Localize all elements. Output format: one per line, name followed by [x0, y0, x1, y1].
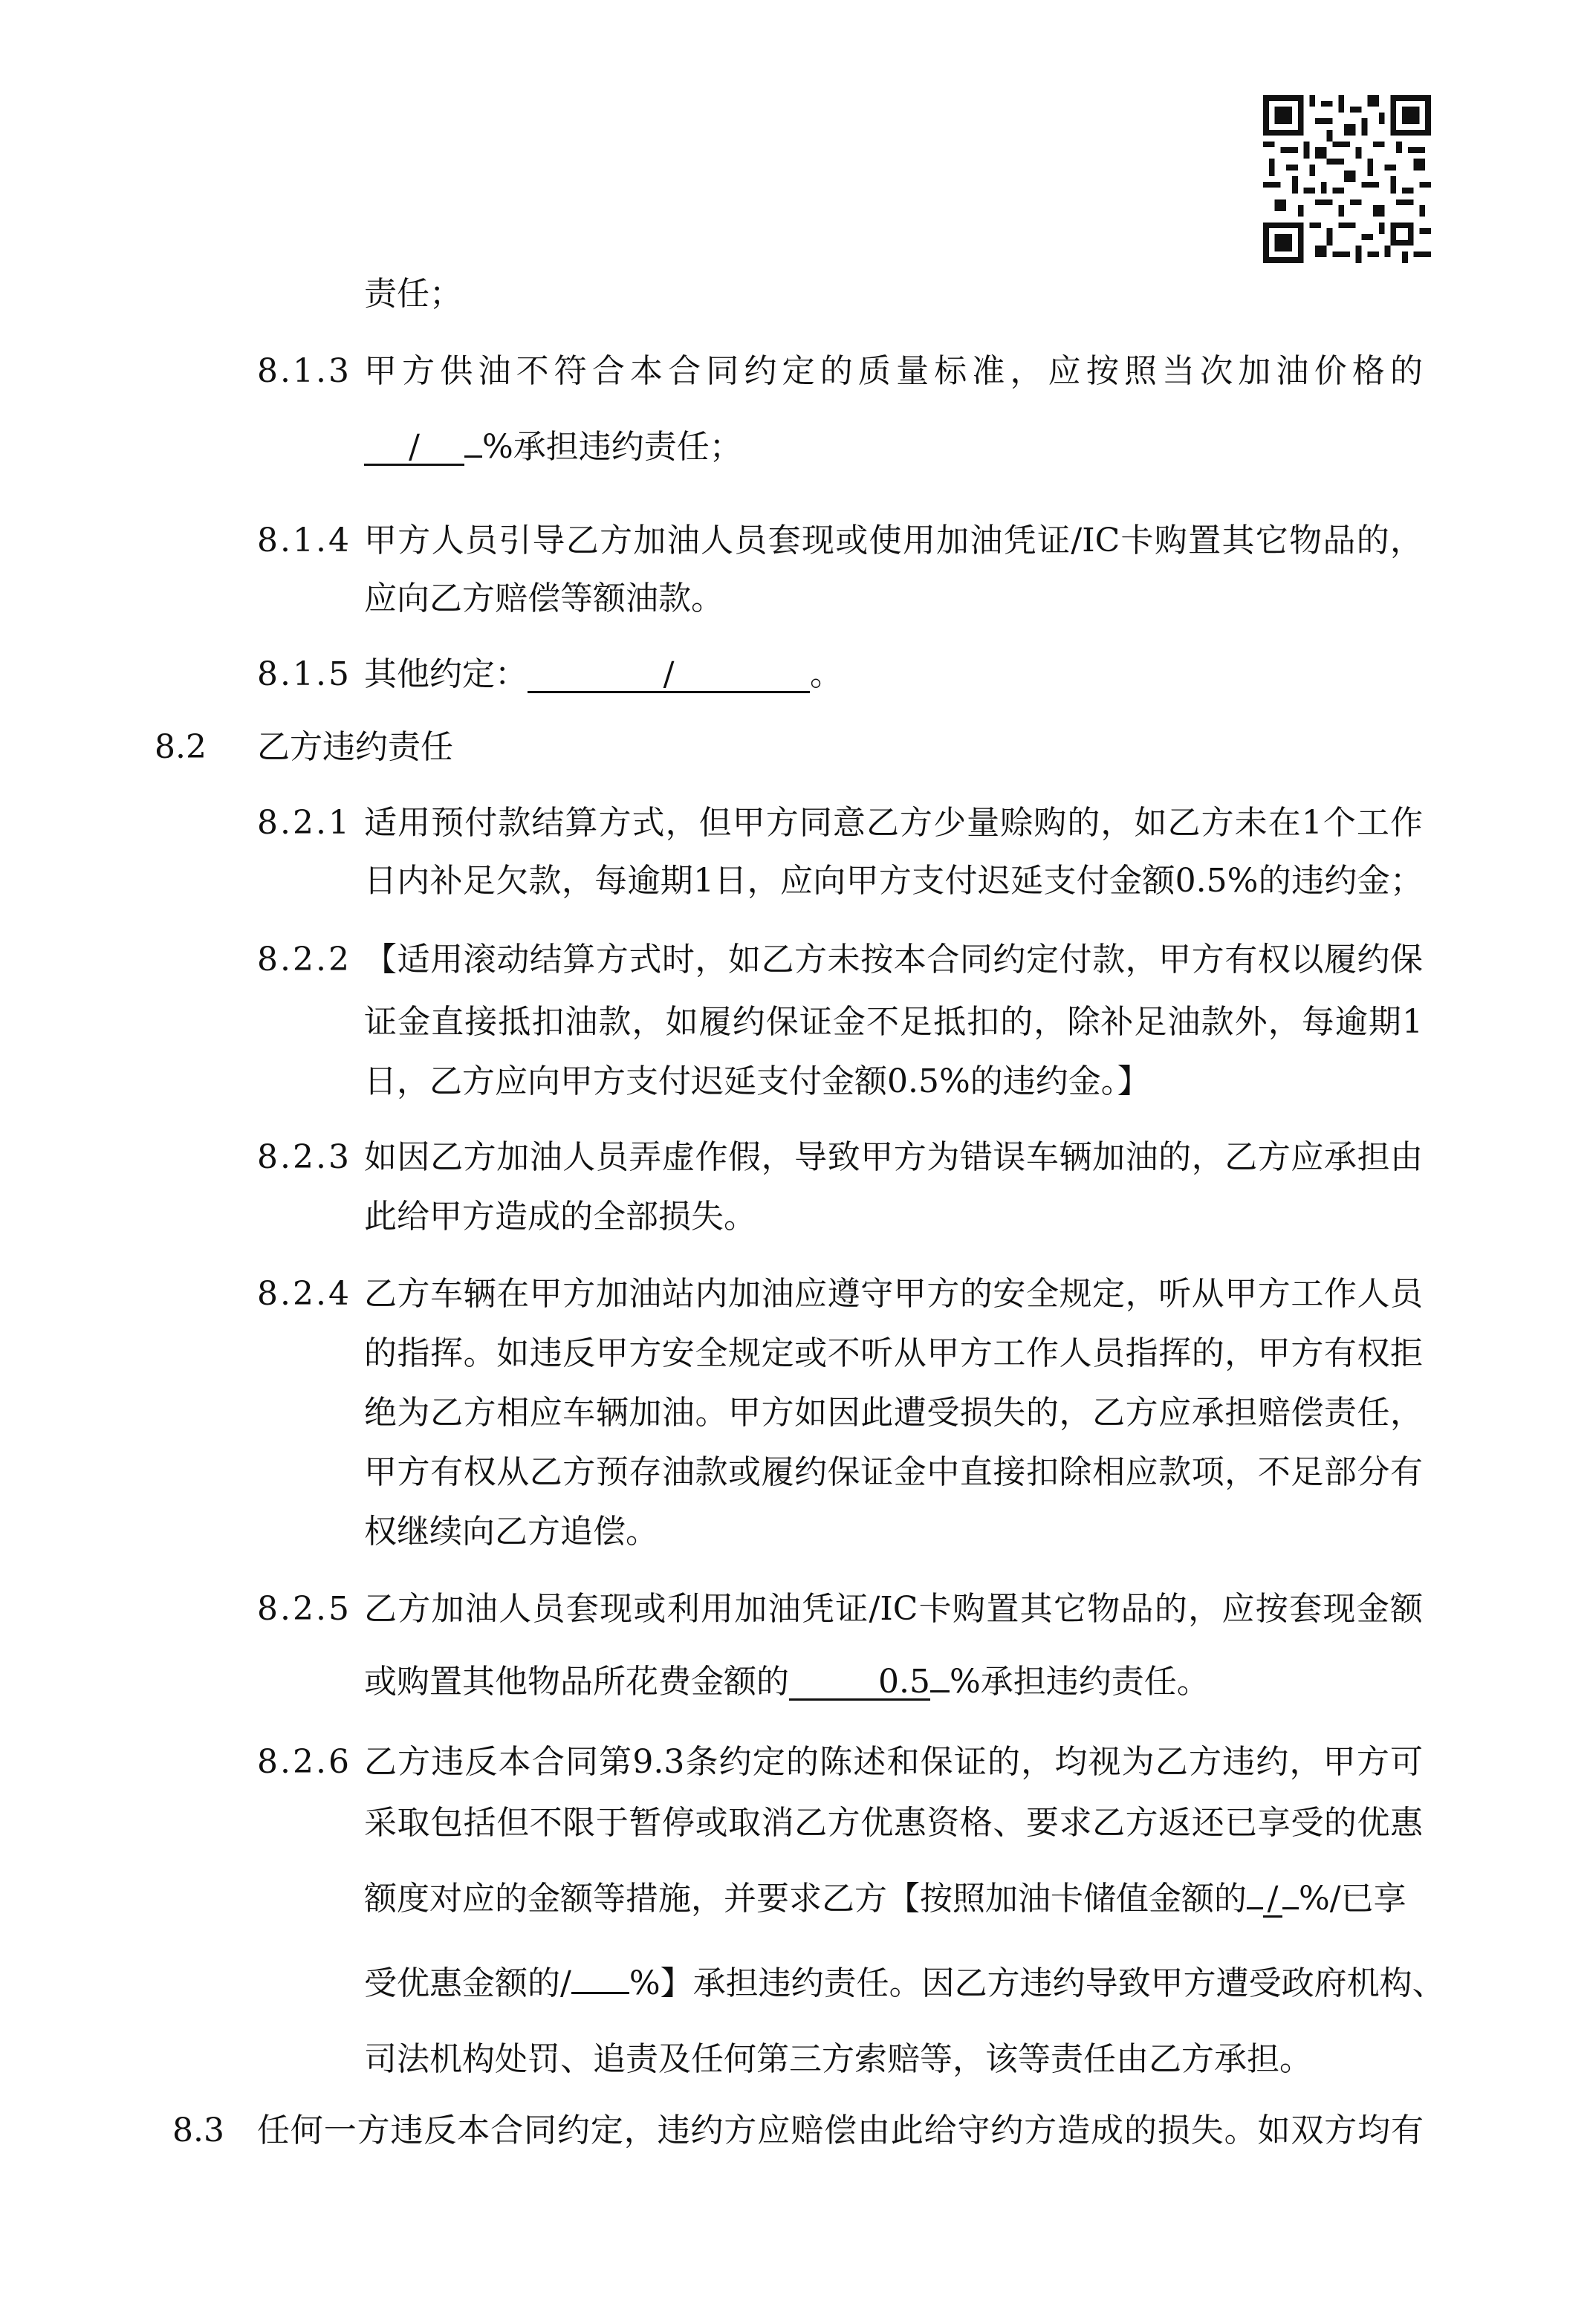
- fill-blank: 0.5: [789, 1666, 930, 1701]
- clause-text: [364, 1660, 1210, 1704]
- clause-text: 采取包括但不限于暂停或取消乙方优惠资格、要求乙方返还已享受的优惠: [364, 1804, 1423, 1842]
- fill-blank-tail: [464, 455, 482, 458]
- clause-text: 【适用滚动结算方式时，如乙方未按本合同约定付款，甲方有权以履约保: [364, 941, 1423, 978]
- clause-number: 8.2.2: [257, 941, 351, 978]
- section-number: 8.3: [172, 2112, 224, 2149]
- clause-number: 8.1.4: [257, 522, 351, 559]
- clause-text-prefix: 受优惠金额的/: [364, 1964, 571, 2002]
- clause-text-suffix: %】承担违约责任。因乙方违约导致甲方遭受政府机构、: [629, 1964, 1445, 2002]
- clause-text: 乙方加油人员套现或利用加油凭证/IC卡购置其它物品的，应按套现金额: [364, 1590, 1423, 1628]
- clause-text: 日，乙方应向甲方支付迟延支付金额0.5%的违约金。】: [364, 1062, 1150, 1100]
- clause-number: 8.1.5: [257, 655, 351, 693]
- clause-text: 乙方车辆在甲方加油站内加油应遵守甲方的安全规定，听从甲方工作人员: [364, 1275, 1423, 1313]
- fill-blank-tail: [1282, 1907, 1299, 1909]
- clause-text: 司法机构处罚、追责及任何第三方索赔等，该等责任由乙方承担。: [364, 2040, 1312, 2078]
- clause-text-suffix: %承担违约责任。: [950, 1663, 1210, 1701]
- clause-text-prefix: 其他约定：: [364, 655, 528, 693]
- section-title: 乙方违约责任: [257, 728, 453, 766]
- clause-text: 绝为乙方相应车辆加油。甲方如因此遭受损失的，乙方应承担赔偿责任，: [364, 1394, 1423, 1432]
- clause-text: 任何一方违反本合同约定，违约方应赔偿由此给守约方造成的损失。如双方均有: [257, 2112, 1424, 2149]
- qr-code: [1263, 95, 1431, 263]
- clause-text-suffix: 。: [810, 655, 843, 693]
- clause-text: 证金直接抵扣油款，如履约保证金不足抵扣的，除补足油款外，每逾期1: [364, 1003, 1423, 1041]
- clause-number: 8.1.3: [257, 352, 351, 390]
- clause-text-suffix: %/已享: [1299, 1880, 1406, 1918]
- clause-text: 权继续向乙方追偿。: [364, 1513, 658, 1551]
- clause-text: 适用预付款结算方式，但甲方同意乙方少量赊购的，如乙方未在1个工作: [364, 804, 1423, 842]
- clause-text-suffix: %承担违约责任；: [482, 428, 742, 466]
- clause-text-prefix: 或购置其他物品所花费金额的: [364, 1663, 789, 1701]
- fill-blank: /: [364, 431, 464, 466]
- clause-text: 应向乙方赔偿等额油款。: [364, 580, 724, 617]
- clause-text: 甲方人员引导乙方加油人员套现或使用加油凭证/IC卡购置其它物品的，: [364, 522, 1423, 559]
- clause-text: 甲方有权从乙方预存油款或履约保证金中直接扣除相应款项，不足部分有: [364, 1453, 1423, 1491]
- section-number: 8.2: [155, 728, 207, 766]
- clause-number: 8.2.4: [257, 1275, 351, 1313]
- clause-text: 甲方供油不符合本合同约定的质量标准，应按照当次加油价格的: [364, 352, 1423, 390]
- clause-number: 8.2.1: [257, 804, 351, 842]
- clause-text: [364, 1961, 1445, 2006]
- clause-number: 8.2.6: [257, 1743, 351, 1781]
- fill-blank-tail: [930, 1690, 950, 1692]
- fill-blank: /: [1263, 1883, 1282, 1918]
- clause-number: 8.2.5: [257, 1590, 351, 1628]
- clause-text: 如因乙方加油人员弄虚作假，导致甲方为错误车辆加油的，乙方应承担由: [364, 1138, 1423, 1176]
- clause-text: [364, 1877, 1406, 1921]
- clause-text-prefix: 额度对应的金额等措施，并要求乙方【按照加油卡储值金额的: [364, 1880, 1247, 1918]
- fill-blank: /: [528, 658, 810, 693]
- clause-text: 日内补足欠款，每逾期1日，应向甲方支付迟延支付金额0.5%的违约金；: [364, 862, 1423, 900]
- fill-blank-lead: [1247, 1907, 1263, 1909]
- clause-number: 8.2.3: [257, 1138, 351, 1176]
- fill-blank: [571, 1992, 629, 1994]
- clause-text: [364, 652, 843, 697]
- clause-text: 此给甲方造成的全部损失。: [364, 1198, 756, 1236]
- clause-text: 的指挥。如违反甲方安全规定或不听从甲方工作人员指挥的，甲方有权拒: [364, 1334, 1423, 1372]
- clause-text: 乙方违反本合同第9.3条约定的陈述和保证的，均视为乙方违约，甲方可: [364, 1743, 1423, 1781]
- continuation-text: 责任；: [364, 275, 462, 313]
- clause-text: [364, 425, 742, 470]
